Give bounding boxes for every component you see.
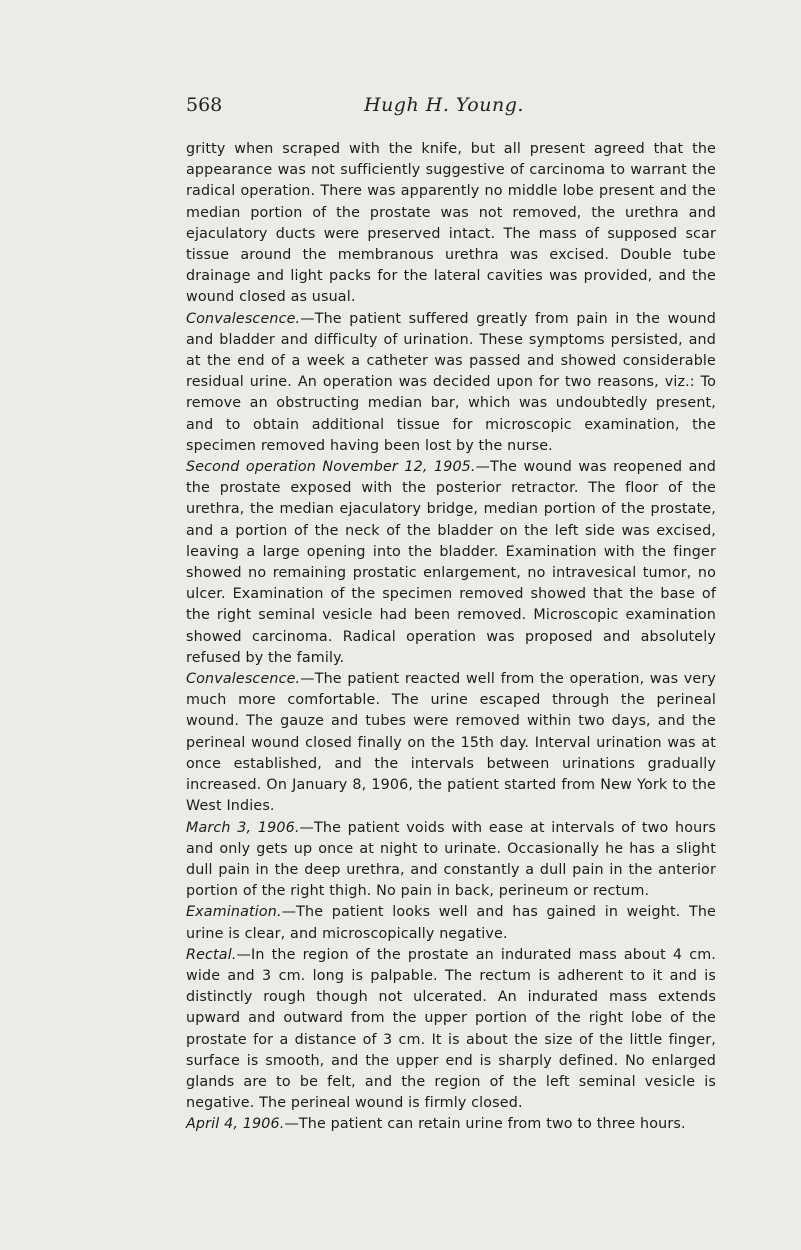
paragraph-lead: April 4, 1906. [186,1116,285,1133]
running-head [186,94,716,118]
paragraph-second-operation: Second operation November 12, 1905.—The wound was reopened and the prostate exposed with the posterior retractor. The floor of the urethra, the median ejaculatory bridge, median portion of the prostate, and a portion of the neck of the bladder on the left side was excised, leaving a large opening into the bladder. Examination with the finger showed no remaining prostatic enlargement, no intravesical tumor, no ulcer. Examination of the specimen removed showed that the base of the right seminal vesicle had been removed. Microscopic examination showed carcinoma. Radical operation was proposed and absolutely refused by the family. [186,459,717,666]
paragraph-operation-continued: gritty when scraped with the knife, but all present agreed that the appearance was not sufficiently suggestive of carcinoma to warrant the radical operation. There was apparently no middle lobe present and the median portion of the prostate was not removed, the urethra and ejaculatory ducts were preserved intact. The mass of supposed scar tissue around the membranous urethra was excised. Double tube drainage and light packs for the lateral cavities was provided, and the wound closed as usual. [186,141,716,306]
paragraph-lead: Convalescence. [186,671,301,688]
paragraph-lead: Second operation November 12, 1905. [186,459,476,476]
paragraph-rectal: Rectal.—In the region of the prostate an indurated mass about 4 cm. wide and 3 cm. long is palpable. The rectum is adherent to it and is distinctly rough though not ulcerated. An indurated mass extends upward and outward from the upper portion of the right lobe of the prostate for a distance of 3 cm. It is about the size of the little finger, surface is smooth, and the upper end is sharply defined. No enlarged glands are to be felt, and the region of the left seminal vesicle is negative. The perineal wound is firmly closed. [186,946,716,1112]
paragraph-lead: Convalescence. [186,310,301,327]
paragraph-convalescence-1: Convalescence.—The patient suffered greatly from pain in the wound and bladder and difficulty of urination. These symptoms persisted, and at the end of a week a catheter was passed and showed considerable residual urine. An operation was decided upon for two reasons, viz.: To remove an obstructing median bar, which was undoubtedly present, and to obtain additional tissue for microscopic examination, the specimen removed having been lost by the nurse. [186,310,716,454]
running-title: Hugh H. Young. [364,94,524,116]
paragraph-examination: Examination.—The patient looks well and has gained in weight. The urine is clear, and microscopically negative. [186,904,716,942]
paragraph-april-4: April 4, 1906.—The patient can retain urine from two to three hours. [186,1116,686,1133]
paragraph-march-3: March 3, 1906.—The patient voids with ease at intervals of two hours and only gets up once at night to urinate. Occasionally he has a slight dull pain in the deep urethra, and constantly a dull pain in the anterior portion of the right thigh. No pain in back, perineum or rectum. [186,819,716,900]
paragraph-lead: Rectal. [186,946,237,963]
paragraph-lead: March 3, 1906. [186,819,300,836]
page-number: 568 [186,94,223,116]
paragraph-lead: Examination. [186,904,282,921]
body-text [186,139,716,1136]
paragraph-convalescence-2: Convalescence.—The patient reacted well from the operation, was very much more comfortable. The urine escaped through the perineal wound. The gauze and tubes were removed within two days, and the perineal wound closed finally on the 15th day. Interval urination was at once established, and the intervals between urinations gradually increased. On January 8, 1906, the patient started from New York to the West Indies. [186,671,716,815]
